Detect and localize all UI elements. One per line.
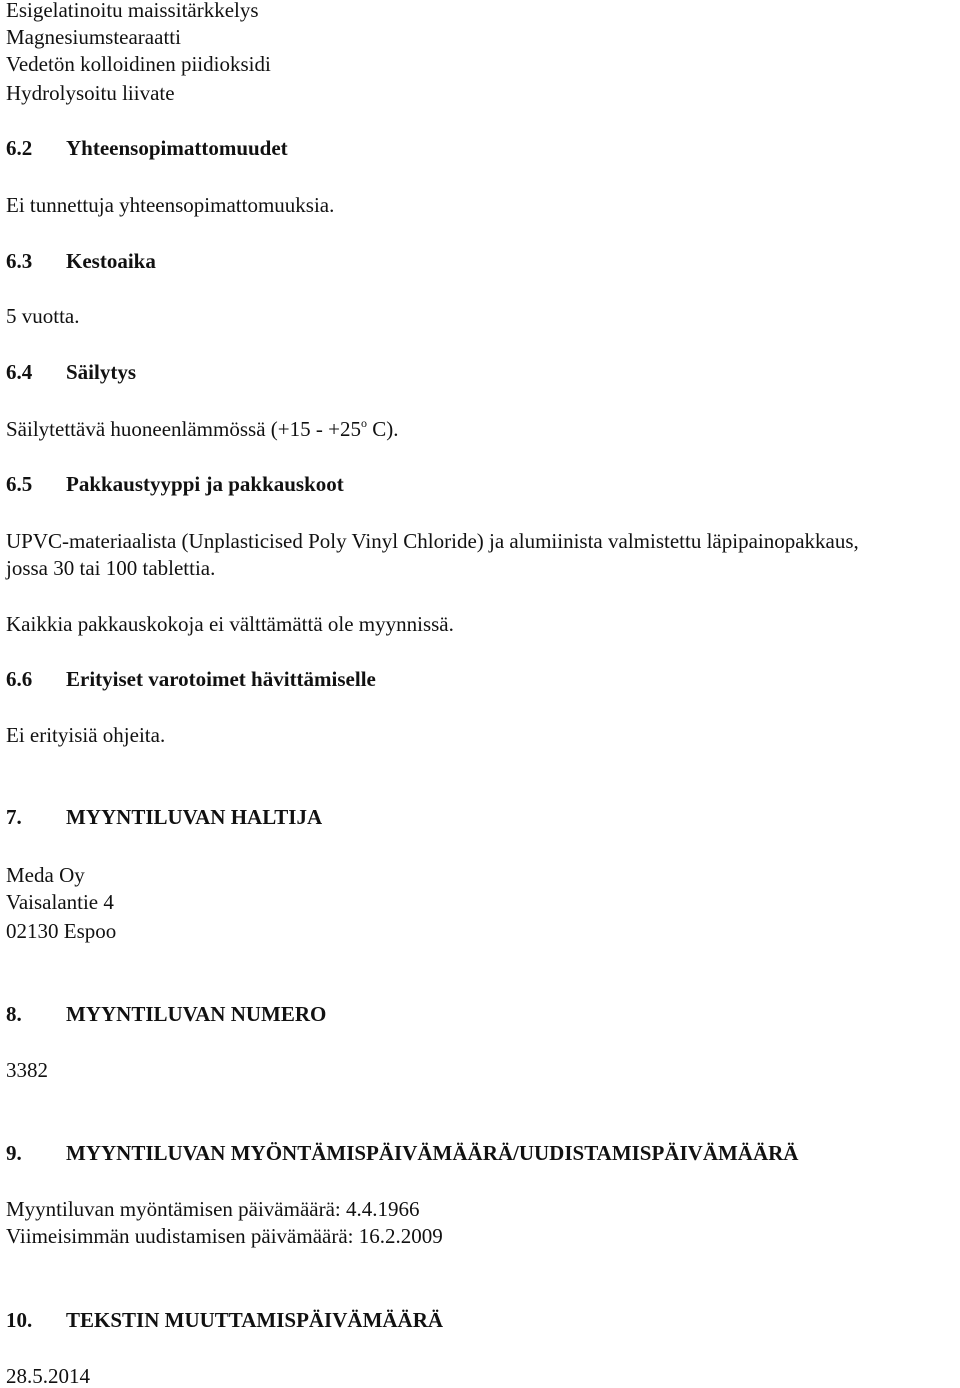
section-heading-6-4 bbox=[6, 362, 136, 383]
section-title: Säilytys bbox=[66, 360, 137, 384]
date-line: Viimeisimmän uudistamisen päivämäärä: 16.2.2009 bbox=[6, 1224, 443, 1248]
section-text: Kaikkia pakkauskokoja ei välttämättä ole myynnissä. bbox=[6, 612, 454, 636]
ingredient-item: Hydrolysoitu liivate bbox=[6, 81, 175, 105]
ingredient-item: Magnesiumstearaatti bbox=[6, 25, 181, 49]
section-title: Pakkaustyyppi ja pakkauskoot bbox=[66, 472, 344, 496]
section-heading-9 bbox=[6, 1143, 798, 1164]
section-title: Kestoaika bbox=[66, 249, 156, 273]
holder-line: Vaisalantie 4 bbox=[6, 890, 114, 914]
holder-line: Meda Oy bbox=[6, 863, 85, 887]
section-text: UPVC-materiaalista (Unplasticised Poly Vinyl Chloride) ja alumiinista valmistettu läpipainopakkaus, bbox=[6, 529, 859, 553]
section-title: MYYNTILUVAN MYÖNTÄMISPÄIVÄMÄÄRÄ/UUDISTAMISPÄIVÄMÄÄRÄ bbox=[66, 1141, 799, 1165]
section-title: Erityiset varotoimet hävittämiselle bbox=[66, 667, 376, 691]
section-title: MYYNTILUVAN HALTIJA bbox=[66, 805, 323, 829]
section-number: 6.4 bbox=[6, 360, 33, 384]
ingredient-item: Esigelatinoitu maissitärkkelys bbox=[6, 0, 259, 22]
section-text bbox=[6, 416, 399, 441]
section-number: 6.3 bbox=[6, 249, 33, 273]
section-text: Ei erityisiä ohjeita. bbox=[6, 723, 166, 747]
section-title: Yhteensopimattomuudet bbox=[66, 136, 288, 160]
section-title: MYYNTILUVAN NUMERO bbox=[66, 1002, 327, 1026]
degree-mark: o bbox=[360, 416, 367, 430]
section-text: jossa 30 tai 100 tablettia. bbox=[6, 556, 216, 580]
section-heading-6-6 bbox=[6, 669, 376, 690]
section-heading-6-3 bbox=[6, 251, 156, 272]
section-heading-7 bbox=[6, 807, 322, 828]
section-number: 8. bbox=[6, 1002, 22, 1026]
ingredient-item: Vedetön kolloidinen piidioksidi bbox=[6, 52, 271, 76]
section-text: 3382 bbox=[6, 1058, 48, 1082]
section-number: 6.6 bbox=[6, 667, 33, 691]
date-line: Myyntiluvan myöntämisen päivämäärä: 4.4.1966 bbox=[6, 1197, 420, 1221]
holder-line: 02130 Espoo bbox=[6, 919, 117, 943]
section-number: 6.5 bbox=[6, 472, 33, 496]
section-number: 7. bbox=[6, 805, 22, 829]
storage-text-end: C). bbox=[366, 417, 399, 441]
section-title: TEKSTIN MUUTTAMISPÄIVÄMÄÄRÄ bbox=[66, 1308, 444, 1332]
section-number: 9. bbox=[6, 1141, 22, 1165]
section-text: 5 vuotta. bbox=[6, 304, 80, 328]
section-text: 28.5.2014 bbox=[6, 1364, 90, 1388]
storage-text: Säilytettävä huoneenlämmössä (+15 - +25 bbox=[6, 417, 361, 441]
section-text: Ei tunnettuja yhteensopimattomuuksia. bbox=[6, 193, 335, 217]
section-heading-6-2 bbox=[6, 138, 288, 159]
section-number: 10. bbox=[6, 1308, 33, 1332]
section-heading-10 bbox=[6, 1310, 443, 1331]
section-heading-8 bbox=[6, 1004, 326, 1025]
section-heading-6-5 bbox=[6, 474, 344, 495]
section-number: 6.2 bbox=[6, 136, 33, 160]
